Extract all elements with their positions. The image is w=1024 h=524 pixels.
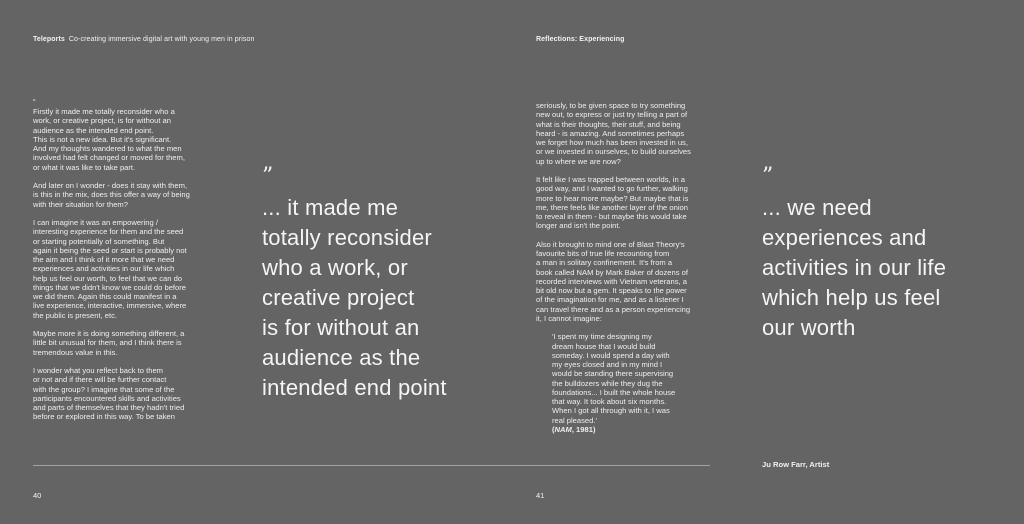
page-number: 41 — [536, 491, 545, 500]
running-head — [536, 36, 624, 43]
page-number: 40 — [33, 491, 42, 500]
pull-quote-mark: ” — [262, 164, 274, 189]
paragraph: It felt like I was trapped between worlds, in a good way, and I wanted to go further, walking more to hear more maybe? But maybe that is me, there feels like another layer of the onion to reveal in them - but maybe this would take longer and isn't the point. — [536, 175, 689, 231]
running-head-subtitle: Co-creating immersive digital art with young men in prison — [68, 36, 255, 43]
paragraph: seriously, to be given space to try something new out, to express or just try telling a part of what is their thoughts, their stuff, and being heard - is amazing. And sometimes perhaps we forget how much has been invested in us, or we invested in ourselves, to build ourselves up to where we are now? — [536, 101, 691, 166]
pull-quote-mark: ” — [762, 164, 774, 189]
running-head — [33, 36, 254, 43]
paragraph: Also it brought to mind one of Blast Theory's favourite bits of true life recounting from a man in solitary confinement. It's from a book called NAM by Mark Baker of dozens of recorded interviews with Vietnam veterans, a bit old now but a gem. It speaks to the power of the imagination for me, and as a listener I can travel there and as a person experiencing it, I cannot imagine: — [536, 239, 691, 323]
body-text-column — [33, 99, 223, 431]
body-text-column — [536, 101, 722, 434]
pull-quote: ... we need experiences and activities in our life which help us feel our worth — [762, 195, 947, 340]
citation-title: NAM — [554, 424, 572, 434]
paragraph: I can imagine it was an empowering / interesting experience for them and the seed or starting potentially of something. But again it being the seed or start is probably not the aim and I think of it more that we need experiences and activities in our life which help us feel our worth, to feel that we can do things that we didn't know we could do before we did them. Again this could manifest in a live experience, interactive, immersive, where the public is present, etc. — [33, 218, 187, 320]
paragraph: I wonder what you reflect back to them or not and if there will be further contact with the group? I imagine that some of the participants encountered skills and activities and parts of themselves that they hadn't tried before or explored in this way. To be taken — [33, 366, 185, 422]
pull-quote: ... it made me totally reconsider who a work, or creative project is for without an audience as the intended end point — [262, 195, 447, 400]
paragraph: Maybe more it is doing something different, a little bit unusual for them, and I think there is tremendous value in this. — [33, 329, 185, 357]
running-head-title: Teleports — [33, 36, 65, 43]
citation-year: , 1981) — [571, 424, 596, 434]
running-head-title: Reflections: Experiencing — [536, 36, 625, 43]
paragraph: And later on I wonder - does it stay with them, is this in the mix, does this offer a way of being with their situation for them? — [33, 181, 190, 209]
citation — [552, 425, 722, 434]
open-quote-mark: “ — [33, 98, 36, 107]
attribution: Ju Row Farr, Artist — [762, 460, 830, 469]
divider-rule — [33, 465, 512, 466]
paragraph: Firstly it made me totally reconsider who a work, or creative project, is for without an audience as the intended end point. This is not a new idea. But it's significant. And my thoughts wandered to what the men involved had felt changed or moved for them, or what it was like to take part. — [33, 107, 185, 172]
citation-open: ( — [552, 424, 555, 434]
divider-rule — [512, 465, 710, 466]
right-page — [512, 0, 1024, 524]
block-quote: 'I spent my time designing my dream house that I would build someday. I would spend a day with my eyes closed and in my mind I would be standing there supervising the bulldozers while they dug the foundations... I built the whole house that way. It took about six months. When I got all through with it, I was real pleased.' — [552, 332, 676, 425]
